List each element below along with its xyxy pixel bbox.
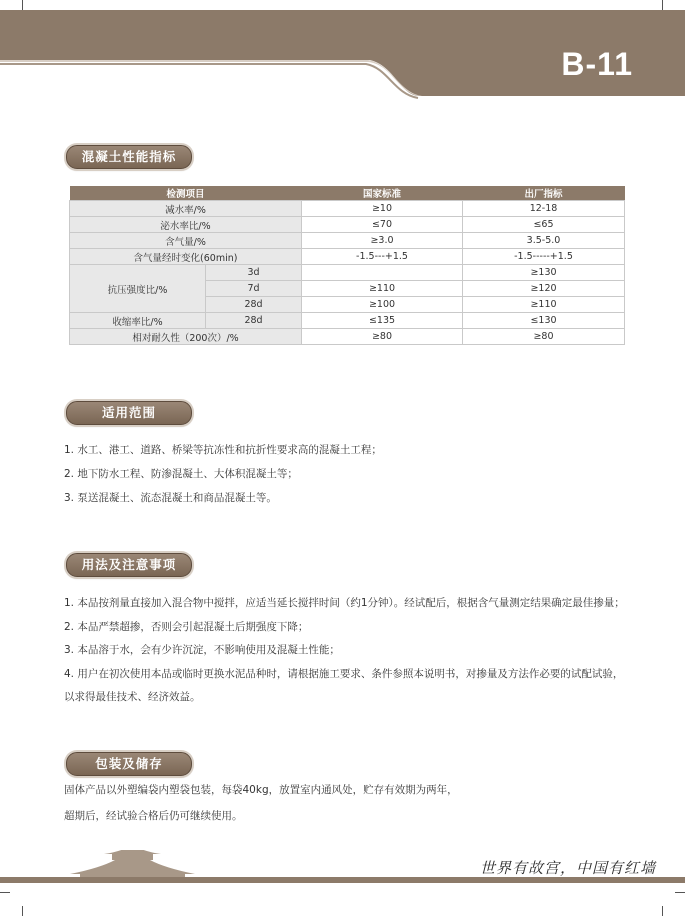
row-standard: ≥80 [302,329,463,345]
row-standard: ≥110 [302,281,463,297]
header-factory-index: 出厂指标 [463,186,625,201]
list-item: 3. 本品溶于水，会有少许沉淀，不影响使用及混凝土性能； [64,644,340,656]
row-standard: ≥10 [302,201,463,217]
table-row [70,233,625,249]
row-standard: ≤70 [302,217,463,233]
row-label: 减水率/% [70,201,302,217]
list-item: 以求得最佳技术、经济效益。 [64,691,201,703]
row-age: 28d [206,313,302,329]
row-label: 相对耐久性（200次）/% [70,329,302,345]
table-row [70,249,625,265]
packaging-line: 固体产品以外塑编袋内塑袋包装，每袋40kg，放置室内通风处，贮存有效期为两年， [64,784,458,796]
row-age: 28d [206,297,302,313]
row-label: 收缩率比/% [70,313,206,329]
section-title-scope: 适用范围 [66,401,192,425]
row-age: 7d [206,281,302,297]
table-row [70,201,625,217]
row-label: 含气量经时变化(60min) [70,249,302,265]
footer-slogan: 世界有故宫，中国有红墙 [480,859,657,877]
scope-list [64,438,382,510]
row-factory: ≥110 [463,297,625,313]
header-national-standard: 国家标准 [302,186,463,201]
crop-mark [0,892,10,893]
crop-mark [22,906,23,916]
list-item: 1. 本品按剂量直接加入混合物中搅拌，应适当延长搅拌时间（约1分钟）。经试配后，根据含气量测定结果确定最佳掺量； [64,597,625,609]
row-factory: ≥120 [463,281,625,297]
crop-mark [662,906,663,916]
row-factory: 3.5-5.0 [463,233,625,249]
row-standard: ≤135 [302,313,463,329]
section-title-usage: 用法及注意事项 [66,553,192,577]
section-title-packaging: 包装及储存 [66,752,192,776]
table-row [70,265,625,281]
product-code: B-11 [561,46,633,82]
crop-mark [675,892,685,893]
packaging-line: 超期后，经试验合格后仍可继续使用。 [64,810,243,822]
performance-table [69,186,625,345]
row-label: 泌水率比/% [70,217,302,233]
usage-list [64,592,625,710]
list-item: 2. 地下防水工程、防渗混凝土、大体积混凝土等； [64,468,298,480]
row-age: 3d [206,265,302,281]
row-factory: ≥80 [463,329,625,345]
list-item: 3. 泵送混凝土、流态混凝土和商品混凝土等。 [64,492,277,504]
header-item: 检测项目 [70,186,302,201]
list-item: 2. 本品严禁超掺，否则会引起混凝土后期强度下降； [64,620,309,633]
row-factory: ≤130 [463,313,625,329]
row-factory: 12-18 [463,201,625,217]
row-factory: -1.5-----+1.5 [463,249,625,265]
packaging-text [64,777,458,829]
table-row [70,329,625,345]
table-header-row [70,186,625,201]
row-standard: ≥3.0 [302,233,463,249]
palace-roof-icon [70,850,195,877]
row-label: 含气量/% [70,233,302,249]
list-item: 4. 用户在初次使用本品或临时更换水泥品种时，请根据施工要求、条件参照本说明书，对掺量及方法作必要的试配试验， [64,667,624,680]
row-label: 抗压强度比/% [70,265,206,313]
list-item: 1. 水工、港工、道路、桥梁等抗冻性和抗折性要求高的混凝土工程； [64,444,382,456]
row-standard [302,265,463,281]
row-standard: -1.5---+1.5 [302,249,463,265]
row-factory: ≤65 [463,217,625,233]
table-row [70,313,625,329]
table-row [70,217,625,233]
row-standard: ≥100 [302,297,463,313]
section-title-performance: 混凝土性能指标 [66,145,192,169]
row-factory: ≥130 [463,265,625,281]
